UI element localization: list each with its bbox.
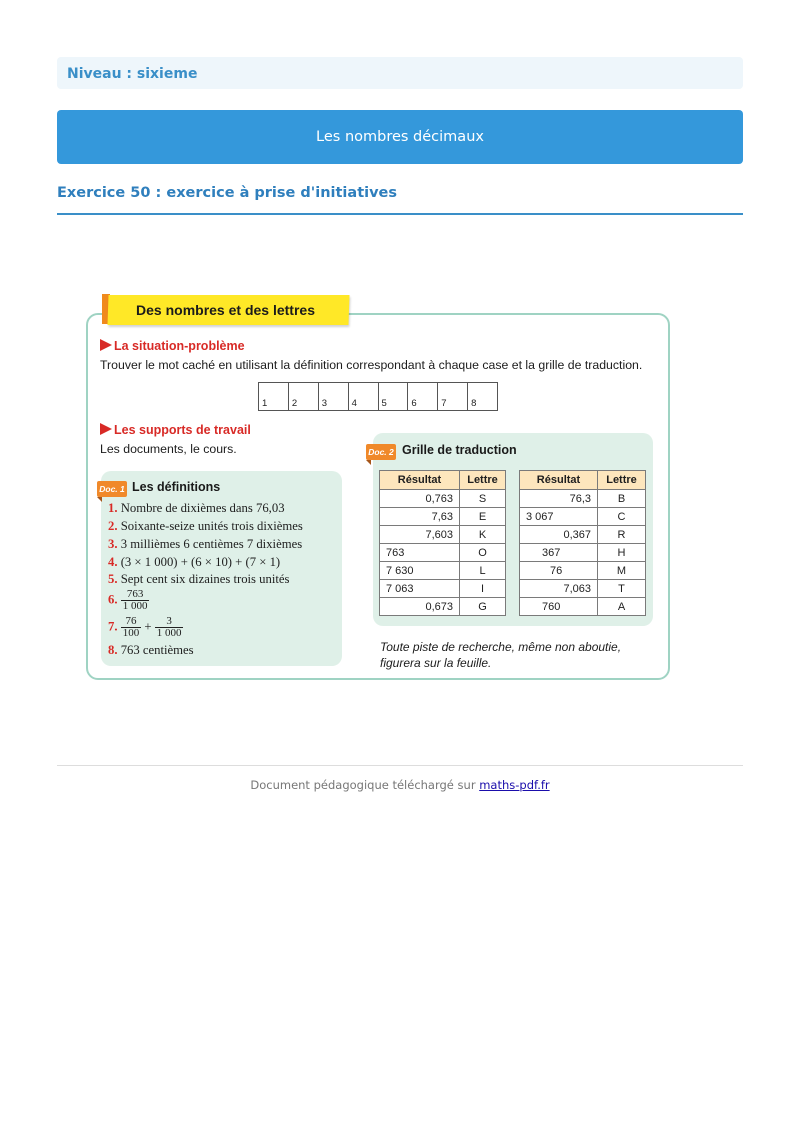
table-row: 76 M (520, 562, 646, 580)
table-row: 3 067 C (520, 508, 646, 526)
doc2-title: Grille de traduction (402, 443, 517, 457)
definition-item: 4. (3 × 1 000) + (6 × 10) + (7 × 1) (108, 555, 281, 569)
red-triangle-icon (100, 339, 112, 351)
definition-item: 1. Nombre de dixièmes dans 76,03 (108, 501, 285, 515)
translation-table-left (379, 470, 506, 616)
table-header: Résultat (520, 471, 598, 490)
note-line: figurera sur la feuille. (380, 656, 492, 670)
footer-divider (57, 765, 743, 766)
table-row: 7,063 T (520, 580, 646, 598)
definition-item: 6. $\frac{763}{1 000}$ (108, 588, 148, 612)
table-header-row (520, 471, 646, 490)
supports-heading (100, 423, 251, 437)
definition-item: 8. 763 centièmes (108, 643, 194, 657)
situation-heading (100, 339, 245, 353)
table-header: Lettre (460, 471, 506, 490)
table-row: 0,367 R (520, 526, 646, 544)
table-row: 760 A (520, 598, 646, 616)
table-row: 7 630 L (380, 562, 506, 580)
table-header: Lettre (598, 471, 646, 490)
table-row: 7,63 E (380, 508, 506, 526)
supports-text: Les documents, le cours. (100, 442, 237, 456)
table-row: 367 H (520, 544, 646, 562)
fraction: $\frac{763}{1 000}$ (122, 588, 148, 612)
note-line: Toute piste de recherche, même non aboutie, (380, 640, 622, 654)
fraction: $\frac{3}{1 000}$ (156, 615, 182, 639)
grid-cell: 1 (259, 383, 289, 410)
grid-cell: 8 (471, 398, 477, 409)
chapter-title: Les nombres décimaux (57, 110, 743, 164)
table-header-row (380, 471, 506, 490)
supports-heading-text: Les supports de travail (114, 423, 251, 437)
translation-table-right (519, 470, 646, 616)
table-row: 7,603 K (380, 526, 506, 544)
exercise-heading: Exercice 50 : exercice à prise d'initiatives (57, 185, 743, 215)
note (380, 639, 621, 671)
definition-item: 7. $\frac{76}{100}$ + $\frac{3}{1 000}$ (108, 615, 182, 639)
table-row: 0,673 G (380, 598, 506, 616)
banner-title: Des nombres et des lettres (136, 302, 315, 318)
table-row: 763 O (380, 544, 506, 562)
grid-cell: 2 (289, 383, 319, 410)
table-row: 0,763 S (380, 490, 506, 508)
situation-text: Trouver le mot caché en utilisant la définition correspondant à chaque case et la grille de traduction. (100, 358, 643, 372)
table-row: 7 063 I (380, 580, 506, 598)
level-box (57, 57, 743, 89)
table-header: Résultat (380, 471, 460, 490)
doc1-title: Les définitions (132, 480, 221, 494)
fraction: $\frac{76}{100}$ (122, 615, 140, 639)
definition-item: 2. Soixante-seize unités trois dixièmes (108, 519, 303, 533)
grid-cell: 4 (349, 383, 379, 410)
table-row: 76,3 B (520, 490, 646, 508)
red-triangle-icon (100, 423, 112, 435)
grid-cell: 6 (408, 383, 438, 410)
footer (57, 778, 743, 792)
doc1-tag: Doc. 1 (97, 481, 127, 497)
grid-cell: 3 (319, 383, 349, 410)
footer-link[interactable]: maths-pdf.fr (479, 778, 550, 792)
doc2-tag: Doc. 2 (366, 444, 396, 460)
card-banner (102, 294, 349, 327)
situation-heading-text: La situation-problème (114, 339, 245, 353)
grid-cell: 7 (438, 383, 468, 410)
footer-text: Document pédagogique téléchargé sur (250, 778, 476, 792)
answer-grid (258, 382, 498, 411)
level-label: Niveau : sixieme (67, 66, 198, 82)
grid-cell: 5 (379, 383, 409, 410)
definition-item: 3. 3 millièmes 6 centièmes 7 dixièmes (108, 537, 303, 551)
definition-item: 5. Sept cent six dizaines trois unités (108, 572, 290, 586)
